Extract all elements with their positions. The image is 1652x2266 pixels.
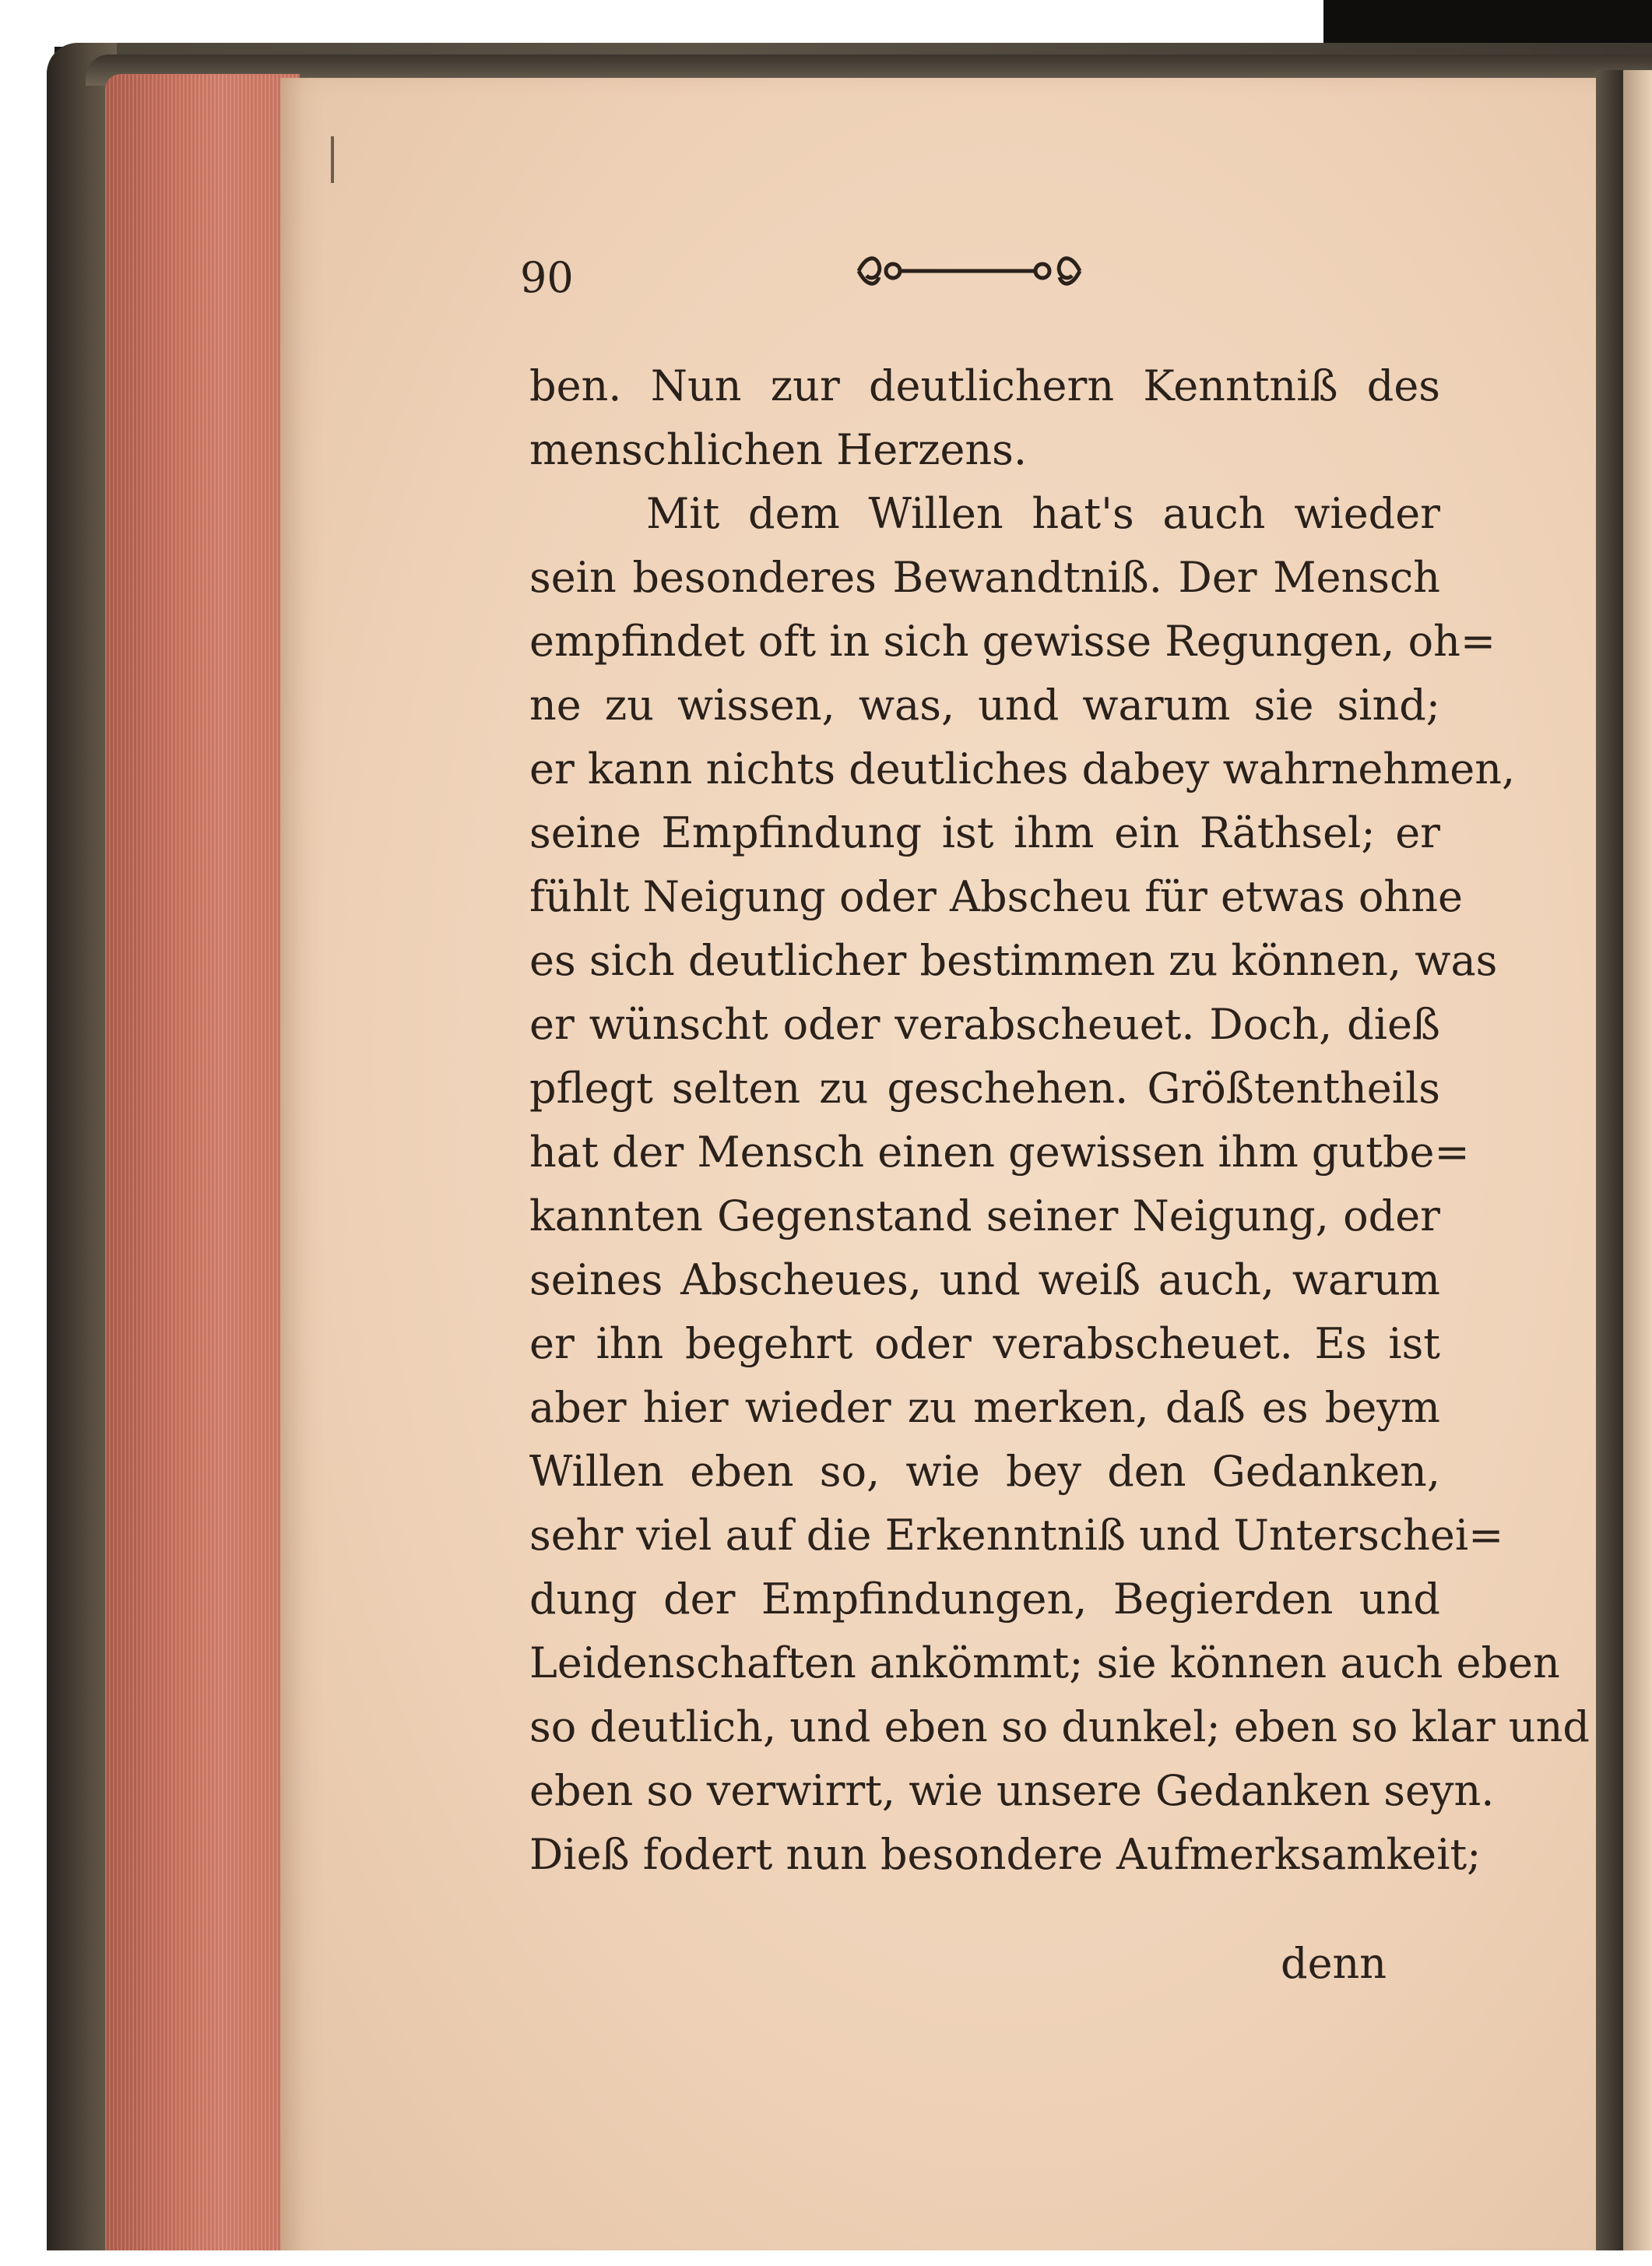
printers-ornament-icon	[852, 248, 1086, 294]
text-line: er ihn begehrt oder verabscheuet. Es ist	[529, 1319, 1440, 1368]
opposite-page-edge	[1623, 70, 1652, 2266]
text-line: Leidenschaften ankömmt; sie können auch eben	[529, 1638, 1560, 1687]
text-line: eben so verwirrt, wie unsere Gedanken seyn.	[529, 1766, 1495, 1815]
red-stained-page-edges	[105, 74, 300, 2266]
text-line: kannten Gegenstand seiner Neigung, oder	[529, 1191, 1440, 1240]
text-line: Dieß fodert nun besondere Aufmerksamkeit;	[529, 1830, 1482, 1879]
text-line: sein besonderes Bewandtniß. Der Mensch	[529, 553, 1440, 602]
text-line: dung der Empfindungen, Begierden und	[529, 1575, 1440, 1624]
text-line: so deutlich, und eben so dunkel; eben so klar und	[529, 1702, 1590, 1751]
text-line: seines Abscheues, und weiß auch, warum	[529, 1255, 1440, 1304]
text-line: ben. Nun zur deutlichern Kenntniß des	[529, 361, 1440, 410]
text-line: ne zu wissen, was, und warum sie sind;	[529, 681, 1440, 730]
text-line: er kann nichts deutliches dabey wahrnehmen,	[529, 744, 1516, 793]
pencil-mark	[331, 136, 334, 183]
text-line: fühlt Neigung oder Abscheu für etwas ohne	[529, 872, 1463, 921]
text-line: Mit dem Willen hat's auch wieder	[646, 489, 1440, 538]
text-line: seine Empfindung ist ihm ein Räthsel; er	[529, 808, 1440, 857]
text-line: menschlichen Herzens.	[529, 425, 1028, 474]
text-line: sehr viel auf die Erkenntniß und Unterschei=	[529, 1511, 1504, 1560]
text-line: hat der Mensch einen gewissen ihm gutbe=	[529, 1128, 1470, 1177]
text-line: Willen eben so, wie bey den Gedanken,	[529, 1447, 1440, 1496]
background-bottom	[0, 2250, 1652, 2266]
text-line: empfindet oft in sich gewisse Regungen, oh=	[529, 617, 1496, 666]
text-line: es sich deutlicher bestimmen zu können, was	[529, 936, 1498, 985]
page-number: 90	[520, 253, 574, 302]
text-line: pflegt selten zu geschehen. Größtentheils	[529, 1064, 1440, 1113]
text-line: aber hier wieder zu merken, daß es beym	[529, 1383, 1440, 1432]
body-text	[529, 354, 1590, 1887]
catchword: denn	[1281, 1939, 1387, 1988]
background-top	[0, 0, 1323, 47]
text-line: er wünscht oder verabscheuet. Doch, dieß	[529, 1000, 1440, 1049]
